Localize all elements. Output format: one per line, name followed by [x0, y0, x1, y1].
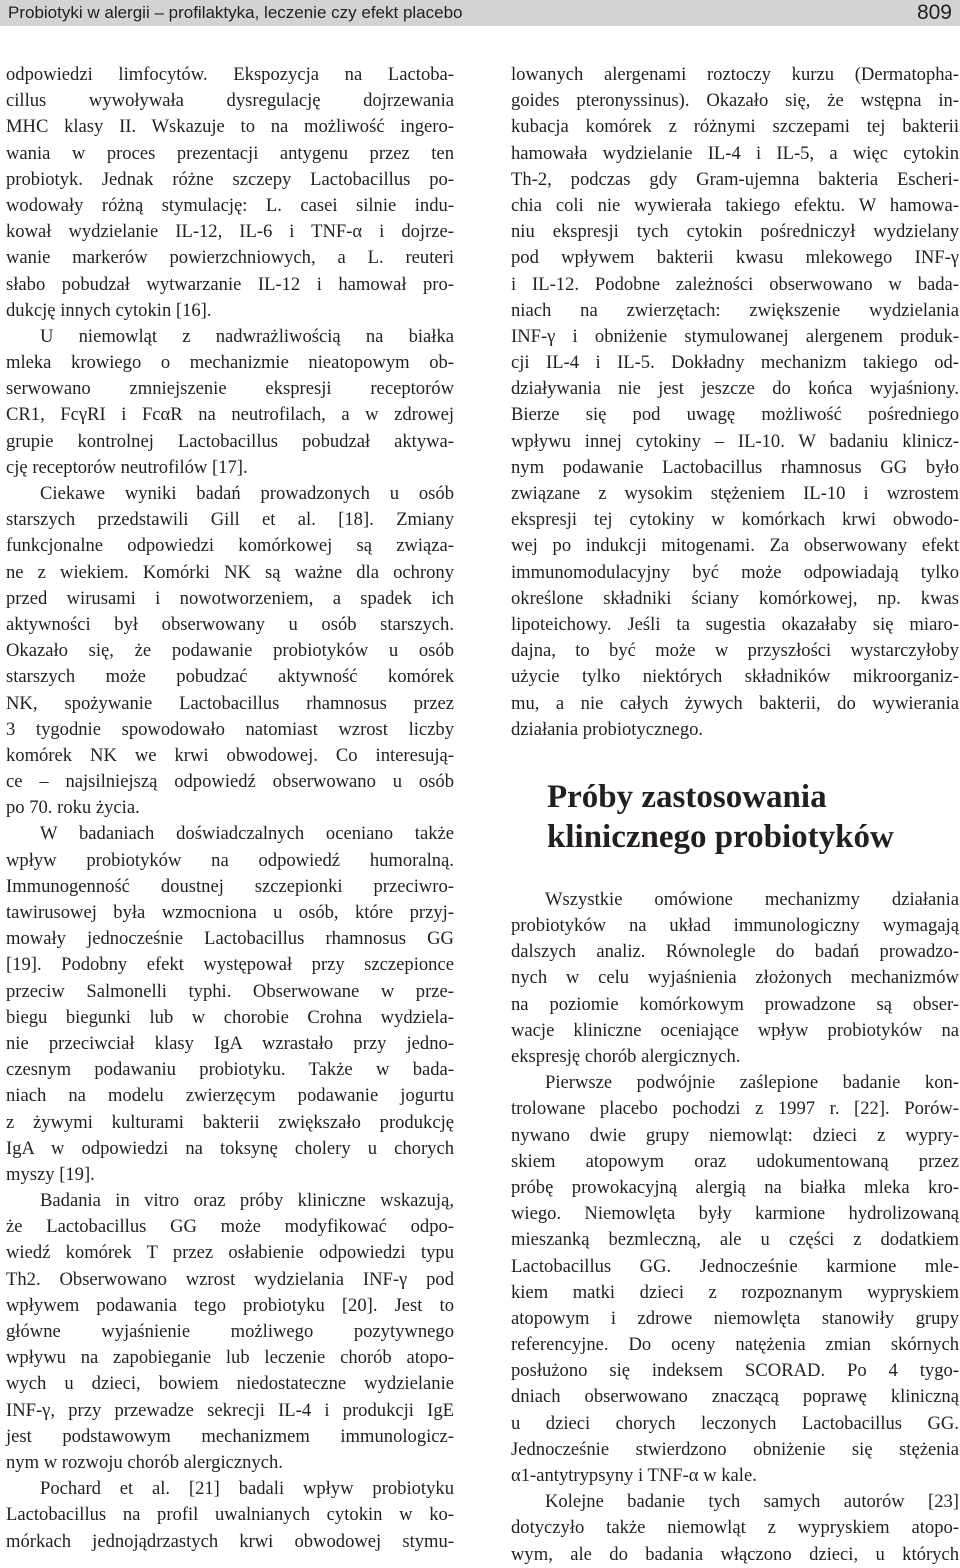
text-line: kował wydzielanie IL-12, IL-6 i TNF-α i dojrze- — [6, 221, 454, 243]
text-line: Badania in vitro oraz próby kliniczne wskazują, — [40, 1190, 454, 1212]
text-line: Th-2, podczas gdy Gram-ujemna bakteria Escheri- — [511, 168, 959, 190]
text-line: Wszystkie omówione mechanizmy działania — [545, 888, 959, 910]
text-line: kiem matki dzieci z rozpoznanym wypryskiem — [511, 1281, 959, 1303]
text-line: Ciekawe wyniki badań prowadzonych u osób — [40, 483, 454, 504]
text-line: Th2. Obserwowano wzrost wydzielania INF-γ pod — [6, 1268, 454, 1290]
text-line: aktywności był obserwowany u osób starszych. — [6, 613, 454, 635]
text-line: u dzieci chorych leczonych Lactobacillus GG. — [511, 1412, 959, 1434]
text-line: kubacja komórek z różnymi szczepami tej bakterii — [511, 116, 959, 138]
text-line: nym w rozwoju chorób alergicznych. — [6, 1451, 283, 1473]
text-line: wanie markerów powierzchniowych, a L. reuteri — [6, 247, 454, 269]
text-line: Lactobacillus GG. Jednocześnie karmione mle- — [511, 1255, 959, 1277]
text-line: trolowane placebo pochodzi z 1997 r. [22]. Porów- — [511, 1098, 959, 1120]
text-line: słabo pobudzał wytwarzanie IL-12 i hamował pro- — [6, 273, 454, 295]
text-line: dajna, to być może w przyszłości wystarczyłoby — [511, 640, 959, 662]
text-line: lipoteichowy. Jeśli ta sugestia okazałaby się miaro- — [511, 613, 959, 635]
text-line: α1-antytrypsyny i TNF-α w kale. — [511, 1465, 757, 1486]
text-line: odpowiedzi limfocytów. Ekspozycja na Lactoba- — [6, 64, 454, 85]
text-line: Pierwsze podwójnie zaślepione badanie kon- — [545, 1072, 959, 1094]
text-line: nywano dwie grupy niemowląt: dzieci z wypry- — [511, 1124, 959, 1146]
text-line: skiem atopowym oraz udokumentowaną przez — [511, 1150, 959, 1172]
text-line: Pochard et al. [21] badali wpływ probiotyku — [40, 1478, 454, 1500]
text-line: przeciw Salmonelli typhi. Obserwowane w prze- — [6, 980, 454, 1002]
text-line: tawirusowej była wzmocniona u osób, które przyj- — [6, 902, 454, 923]
text-line: jest podstawowym mechanizmem immunologicz- — [6, 1425, 454, 1447]
text-line: po 70. roku życia. — [6, 797, 140, 819]
text-line: nie przeciwciał klasy IgA wzrastało przy jedno- — [6, 1032, 454, 1054]
text-line: związane z wysokim stężeniem IL-10 i wzrostem — [511, 483, 959, 504]
text-line: niach na zwierzętach: zwiększenie wydzielania — [511, 299, 959, 321]
text-line: że Lactobacillus GG może modyfikować odpo- — [6, 1216, 454, 1238]
text-line: CR1, FcγRI i FcαR na neutrofilach, a w zdrowej — [6, 404, 454, 426]
text-line: wodowały różną stymulację: L. casei silnie indu- — [6, 194, 454, 216]
text-line: z żywymi kulturami bakterii zwiększało produkcję — [6, 1111, 454, 1133]
text-line: atopowym i zdrowe niemowlęta stanowiły grupy — [511, 1307, 959, 1329]
text-line: pod wpływem bakterii kwasu mlekowego INF-γ — [511, 247, 959, 269]
text-line: Lactobacillus na profil uwalnianych cytokin w ko- — [6, 1504, 454, 1526]
running-header — [0, 0, 960, 26]
text-line: ne z wiekiem. Komórki NK są ważne dla ochrony — [6, 561, 454, 583]
text-line: starszych może pobudzać aktywność komórek — [6, 666, 454, 688]
text-line: komórek NK we krwi obwodowej. Co interesują- — [6, 744, 454, 766]
right-column-top-text — [511, 62, 959, 743]
text-line: wpływu innej cytokiny – IL-10. W badaniu klinicz- — [511, 430, 959, 452]
text-line: dotyczyło także niemowląt z wypryskiem atopo- — [511, 1517, 959, 1539]
text-line: główne wyjaśnienie możliwego pozytywnego — [6, 1321, 454, 1342]
text-line: mu, a nie całych żywych bakterii, do wywierania — [511, 692, 959, 714]
text-line: mleka krowiego o mechanizmie nieatopowym ob- — [6, 352, 454, 374]
text-line: U niemowląt z nadwrażliwością na białka — [40, 325, 454, 347]
text-line: probiotyk. Jednak różne szczepy Lactobacillus po- — [6, 168, 454, 190]
text-line: immunomodulacyjny być może odpowiadają tylko — [511, 561, 959, 583]
text-line: MHC klasy II. Wskazuje to na możliwość ingero- — [6, 116, 454, 138]
text-line: wpływu na zapobieganie lub leczenie chorób atopo- — [6, 1347, 454, 1369]
text-line: ekspresję chorób alergicznych. — [511, 1046, 741, 1067]
text-line: referencyjne. Do oceny natężenia zmian skórnych — [511, 1334, 959, 1356]
text-line: mowały jednocześnie Lactobacillus rhamnosus GG — [6, 928, 454, 950]
text-line: dukcję innych cytokin [16]. — [6, 299, 212, 321]
text-line: czesnym podawaniu probiotyku. Także w bada- — [6, 1059, 454, 1081]
section-heading — [547, 777, 959, 857]
text-line: i IL-12. Podobne zależności obserwowano w bada- — [511, 273, 959, 295]
text-line: hamowała wydzielanie IL-4 i IL-5, a więc cytokin — [511, 142, 959, 164]
text-line: myszy [19]. — [6, 1163, 95, 1185]
text-line: niach na modelu zwierzęcym podawanie jogurtu — [6, 1085, 454, 1107]
text-line: serwowano zmniejszenie ekspresji receptorów — [6, 378, 454, 400]
text-line: goides pteronyssinus). Okazało się, że wstępna in- — [511, 90, 959, 112]
text-line: cję receptorów neutrofilów [17]. — [6, 456, 248, 478]
text-line: cillus wywoływała dysregulację dojrzewania — [6, 90, 454, 112]
text-line: wania w proces prezentacji antygenu przez ten — [6, 142, 454, 164]
text-line: wacje kliniczne oceniające wpływ probiotyków na — [511, 1019, 959, 1041]
text-line: posłużono się indeksem SCORAD. Po 4 tygo- — [511, 1360, 959, 1382]
left-column — [6, 62, 454, 1555]
text-line: Okazało się, że podawanie probiotyków u osób — [6, 640, 454, 662]
text-line: probiotyków na układ immunologiczny wymagają — [511, 915, 959, 937]
text-line: INF-γ, przy przewadze sekrecji IL-4 i produkcji IgE — [6, 1399, 454, 1421]
text-line: ekspresji tej cytokiny w komórkach krwi obwodo- — [511, 509, 959, 531]
text-line: Immunogenność doustnej szczepionki przeciwro- — [6, 875, 454, 897]
running-title: Probiotyki w alergii – profilaktyka, leczenie czy efekt placebo — [8, 3, 463, 22]
text-line: Bierze się pod uwagę możliwość pośredniego — [511, 404, 959, 426]
text-line: W badaniach doświadczalnych oceniano także — [40, 823, 454, 845]
text-line: użycie tylko niektórych składników mikroorganiz- — [511, 666, 959, 688]
text-line: IgA w odpowiedzi na toksynę cholery u chorych — [6, 1137, 454, 1159]
text-line: działania probiotycznego. — [511, 718, 704, 740]
text-line: INF-γ i obniżenie stymulowanej alergenem produk- — [511, 325, 959, 347]
text-line: wpływem podawania tego probiotyku [20]. Jest to — [6, 1294, 454, 1316]
text-line: określone składniki ściany komórkowej, np. kwas — [511, 587, 959, 609]
text-line: chia coli nie wywierała takiego efektu. W hamowa- — [511, 194, 959, 216]
section-heading-line: klinicznego probiotyków — [547, 818, 894, 855]
text-line: wym, ale do badania włączono dzieci, u których — [511, 1543, 959, 1565]
text-line: lowanych alergenami roztoczy kurzu (Dermatopha- — [511, 64, 959, 85]
text-line: grupie kontrolnej Lactobacillus pobudzał aktywa- — [6, 430, 454, 452]
text-line: wiego. Niemowlęta były karmione hydrolizowaną — [511, 1203, 959, 1225]
text-line: niu ekspresji tych cytokin pośredniczył wydzielany — [511, 221, 959, 243]
text-line: cji IL-4 i IL-5. Dokładny mechanizm takiego od- — [511, 352, 959, 374]
text-line: wej po indukcji mitogenami. Za obserwowany efekt — [511, 535, 959, 557]
right-column-bottom-text — [511, 887, 959, 1568]
text-line: na poziomie komórkowym prowadzone są obser- — [511, 993, 959, 1015]
page-number: 809 — [916, 1, 952, 24]
text-line: wych u dzieci, bowiem niedostateczne wydzielanie — [6, 1373, 454, 1395]
text-line: biegu biegunki lub w chorobie Crohna wydziela- — [6, 1006, 454, 1028]
text-line: mórkach jednojądrzastych krwi obwodowej stymu- — [6, 1530, 454, 1552]
text-line: dalszych analiz. Równolegle do badań prowadzo- — [511, 941, 959, 963]
text-line: ce – najsilniejszą odpowiedź obserwowano u osób — [6, 771, 454, 793]
right-column — [511, 62, 959, 1568]
text-line: przed wirusami i nowotworzeniem, a spadek ich — [6, 587, 454, 609]
text-line: wiedź komórek T przez osłabienie odpowiedzi typu — [6, 1242, 454, 1264]
section-heading-line: Próby zastosowania — [547, 778, 827, 815]
text-line: mieszanką bezmleczną, ale u części z dodatkiem — [511, 1229, 959, 1251]
text-line: nych w celu wyjaśnienia złożonych mechanizmów — [511, 967, 959, 989]
text-line: Jednocześnie stwierdzono obniżenie się stężenia — [511, 1438, 959, 1460]
text-line: Kolejne badanie tych samych autorów [23] — [545, 1491, 959, 1513]
text-line: 3 tygodnie spowodowało natomiast wzrost liczby — [6, 718, 454, 740]
text-line: nym podawanie Lactobacillus rhamnosus GG było — [511, 456, 959, 478]
text-line: wpływ probiotyków na odpowiedź humoralną. — [6, 849, 454, 871]
text-line: NK, spożywanie Lactobacillus rhamnosus przez — [6, 692, 454, 714]
text-line: dniach obserwowano znaczącą poprawę kliniczną — [511, 1386, 959, 1408]
text-line: funkcjonalne odpowiedzi komórkowej są związa- — [6, 535, 454, 557]
text-line: starszych przedstawili Gill et al. [18]. Zmiany — [6, 509, 454, 531]
text-line: działywania nie jest jeszcze do końca wyjaśniony. — [511, 378, 959, 400]
text-line: [19]. Podobny efekt występował przy szczepionce — [6, 954, 454, 976]
text-line: próbę prowokacyjną alergią na białka mleka kro- — [511, 1176, 959, 1198]
